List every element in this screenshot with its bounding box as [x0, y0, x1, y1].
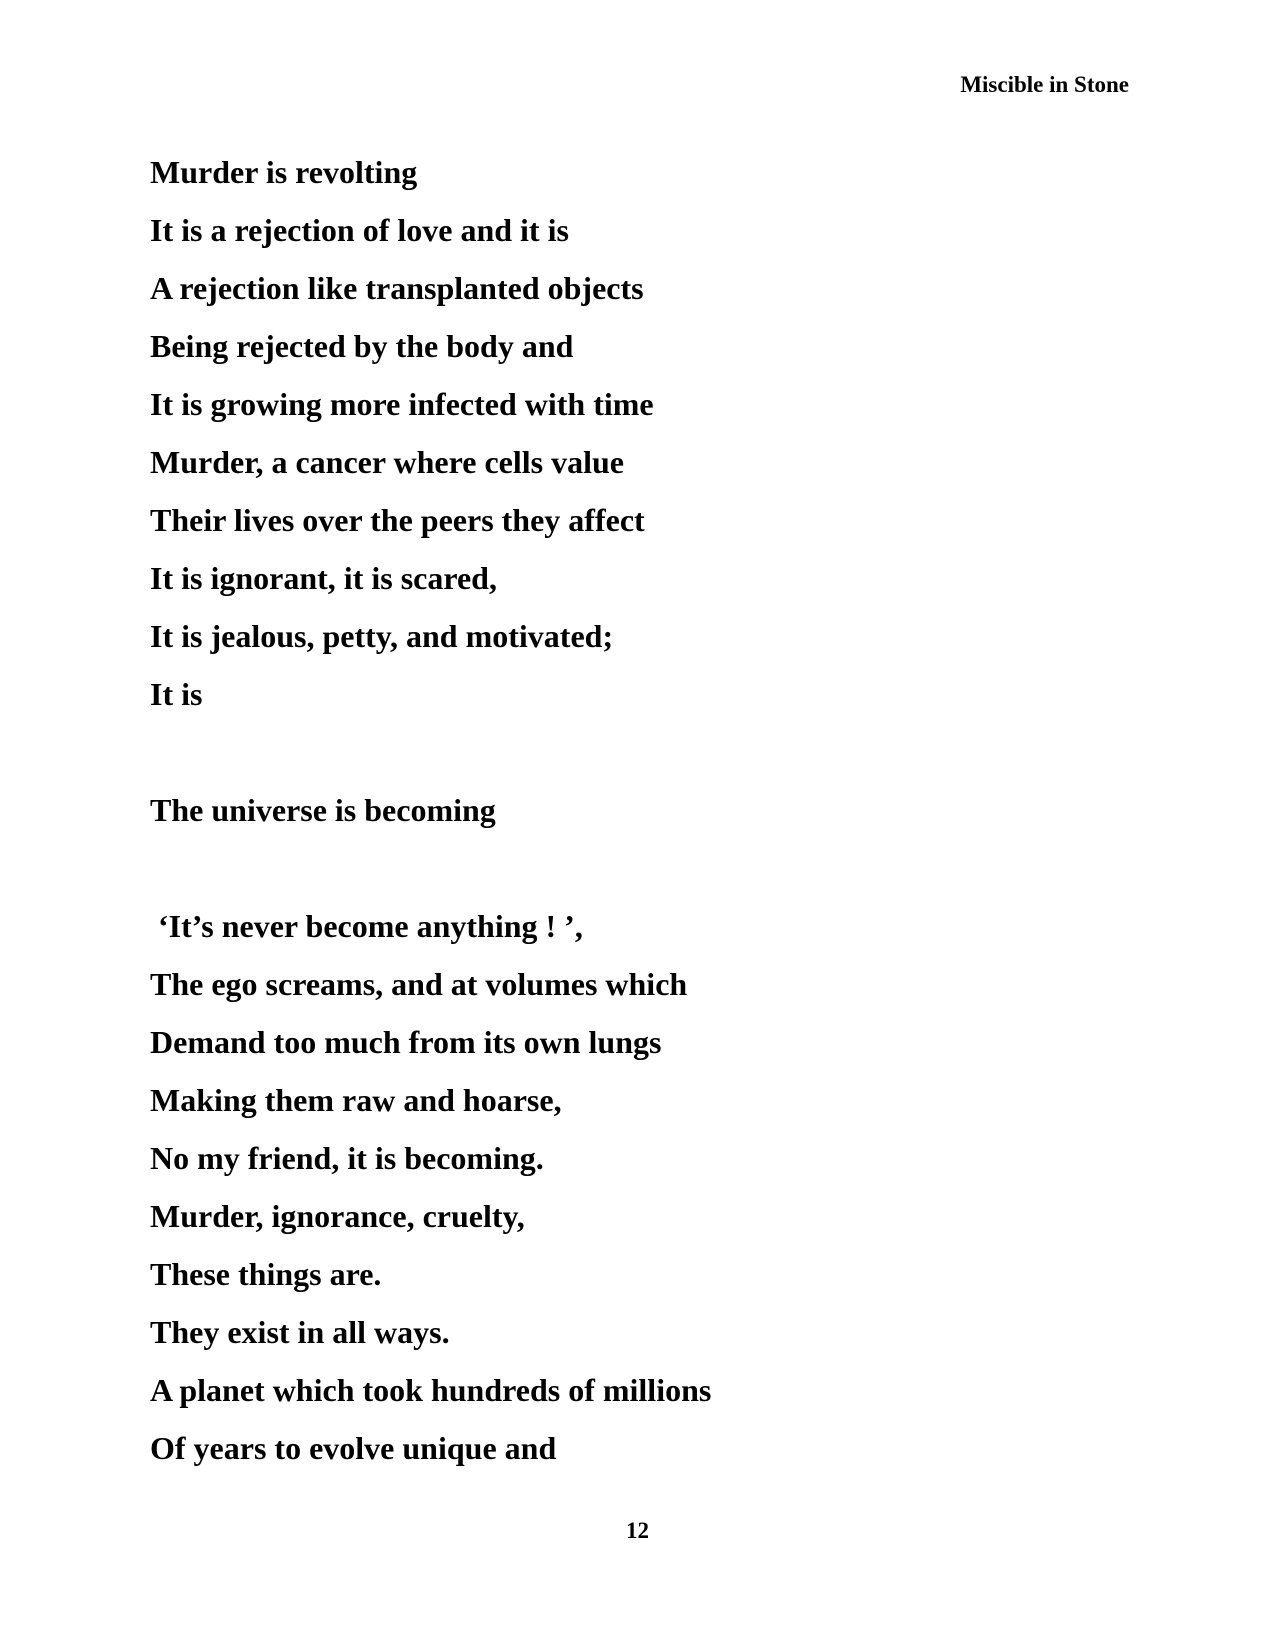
poem-line: A rejection like transplanted objects: [150, 270, 644, 306]
running-header: Miscible in Stone: [960, 72, 1129, 97]
page-number: 12: [626, 1518, 649, 1543]
poem-line: It is: [150, 676, 203, 712]
poem-line: It is growing more infected with time: [150, 386, 654, 422]
poem-line: A planet which took hundreds of millions: [150, 1372, 712, 1408]
poem-line: It is ignorant, it is scared,: [150, 560, 497, 596]
poem-line: Their lives over the peers they affect: [150, 502, 645, 538]
poem-line: Demand too much from its own lungs: [150, 1024, 662, 1060]
poem-line: Of years to evolve unique and: [150, 1430, 557, 1466]
poem-line: Murder, ignorance, cruelty,: [150, 1198, 525, 1234]
poem-line: The ego screams, and at volumes which: [150, 966, 688, 1002]
poem-line: ‘It’s never become anything ! ’,: [150, 908, 583, 944]
poem-line: The universe is becoming: [150, 792, 496, 828]
poem-line: They exist in all ways.: [150, 1314, 450, 1350]
stanza-break: [150, 839, 1150, 897]
poem-body: [150, 143, 1150, 1477]
poem-line: Murder, a cancer where cells value: [150, 444, 624, 480]
poem-line: These things are.: [150, 1256, 382, 1292]
poem-line: Being rejected by the body and: [150, 328, 574, 364]
poem-line: It is a rejection of love and it is: [150, 212, 569, 248]
poem-line: Murder is revolting: [150, 154, 418, 190]
poem-line: No my friend, it is becoming.: [150, 1140, 544, 1176]
poem-line: Making them raw and hoarse,: [150, 1082, 562, 1118]
stanza-break: [150, 723, 1150, 781]
poem-line: It is jealous, petty, and motivated;: [150, 618, 614, 654]
